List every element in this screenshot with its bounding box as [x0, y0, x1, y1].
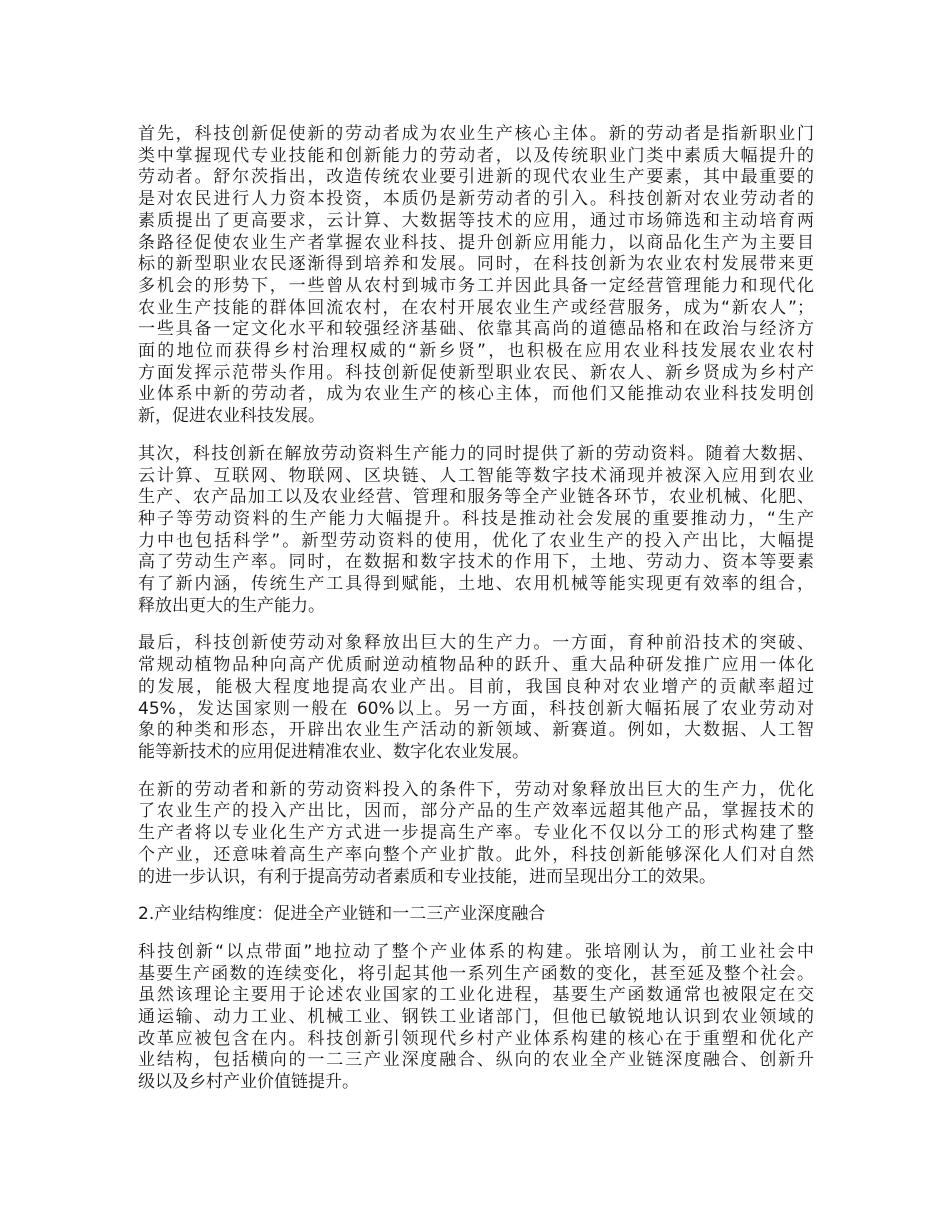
text-line: 力中也包括科学”。新型劳动资料的使用，优化了农业生产的投入产出比，大幅提	[138, 530, 814, 551]
text-line: 个产业，还意味着高生产率向整个产业扩散。此外，科技创新能够深化人们对自然	[138, 844, 814, 865]
text-line: 的进一步认识，有利于提高劳动者素质和专业技能，进而呈现出分工的效果。	[138, 866, 716, 887]
text-line: 改革应被包含在内。科技创新引领现代乡村产业体系构建的核心在于重塑和优化产	[138, 1028, 814, 1049]
text-line: 云计算、互联网、物联网、区块链、人工智能等数字技术涌现并被深入应用到农业	[138, 465, 814, 486]
text-line: 条路径促使农业生产者掌握农业科技、提升创新应用能力，以商品化生产为主要目	[138, 232, 814, 253]
text-line: 常规动植物品种向高产优质耐逆动植物品种的跃升、重大品种研发推广应用一体化	[138, 655, 814, 676]
text-line: 能等新技术的应用促进精准农业、数字化农业发展。	[138, 741, 529, 762]
text-line: 高了劳动生产率。同时，在数据和数字技术的作用下，土地、劳动力、资本等要素	[138, 552, 814, 573]
paragraph-specialization	[138, 780, 814, 889]
text-line: 生产、农产品加工以及农业经营、管理和服务等全产业链各环节，农业机械、化肥、	[138, 487, 814, 508]
paragraph-new-labor-materials	[138, 444, 814, 618]
text-line: 新，促进农业科技发展。	[138, 406, 325, 427]
text-line: 一些具备一定文化水平和较强经济基础、依靠其高尚的道德品格和在政治与经济方	[138, 319, 814, 340]
text-line: 首先，科技创新促使新的劳动者成为农业生产核心主体。新的劳动者是指新职业门	[138, 124, 814, 144]
text-line: 方面发挥示范带头作用。科技创新促使新型职业农民、新农人、新乡贤成为乡村产	[138, 362, 814, 383]
text-line: 素质提出了更高要求，云计算、大数据等技术的应用，通过市场筛选和主动培育两	[138, 210, 814, 231]
paragraph-labor-objects	[138, 633, 814, 763]
text-line: 有了新内涵，传统生产工具得到赋能，土地、农用机械等能实现更有效率的组合，	[138, 574, 814, 595]
text-line: 科技创新“以点带面”地拉动了整个产业体系的构建。张培刚认为，前工业社会中	[138, 941, 814, 962]
text-line: 级以及乡村产业价值链提升。	[138, 1072, 359, 1093]
text-line: 象的种类和形态，开辟出农业生产活动的新领域、新赛道。例如，大数据、人工智	[138, 720, 814, 741]
text-line: 在新的劳动者和新的劳动资料投入的条件下，劳动对象释放出巨大的生产力，优化	[138, 779, 814, 800]
text-line: 通运输、动力工业、机械工业、钢铁工业诸部门，但他已敏锐地认识到农业领域的	[138, 1007, 814, 1028]
text-line: 业体系中新的劳动者，成为农业生产的核心主体，而他们又能推动农业科技发明创	[138, 384, 814, 405]
paragraph-industrial-system	[138, 942, 814, 1094]
document-content	[138, 124, 814, 1110]
text-line: 最后，科技创新使劳动对象释放出巨大的生产力。一方面，育种前沿技术的突破、	[138, 633, 814, 654]
text-line: 虽然该理论主要用于论述农业国家的工业化进程，基要生产函数通常也被限定在交	[138, 985, 814, 1006]
text-line: 劳动者。舒尔茨指出，改造传统农业要引进新的现代农业生产要素，其中最重要的	[138, 167, 814, 188]
text-line: 基要生产函数的连续变化，将引起其他一系列生产函数的变化，甚至延及整个社会。	[138, 963, 814, 984]
text-line: 业结构，包括横向的一二三产业深度融合、纵向的农业全产业链深度融合、创新升	[138, 1050, 814, 1071]
text-line: 是对农民进行人力资本投资，本质仍是新劳动者的引入。科技创新对农业劳动者的	[138, 189, 814, 210]
text-line: 的发展，能极大程度地提高农业产出。目前，我国良种对农业增产的贡献率超过	[138, 676, 814, 697]
text-line: 其次，科技创新在解放劳动资料生产能力的同时提供了新的劳动资料。随着大数据、	[138, 443, 814, 464]
heading-industrial-structure	[138, 904, 814, 926]
text-line: 45%，发达国家则一般在 60%以上。另一方面，科技创新大幅拓展了农业劳动对	[138, 698, 814, 719]
text-line: 2.产业结构维度：促进全产业链和一二三产业深度融合	[138, 904, 546, 925]
paragraph-new-laborers	[138, 124, 814, 428]
text-line: 生产者将以专业化生产方式进一步提高生产率。专业化不仅以分工的形式构建了整	[138, 823, 814, 844]
text-line: 面的地位而获得乡村治理权威的“新乡贤”，也积极在应用农业科技发展农业农村	[138, 341, 814, 362]
text-line: 类中掌握现代专业技能和创新能力的劳动者，以及传统职业门类中素质大幅提升的	[138, 145, 814, 166]
text-line: 多机会的形势下，一些曾从农村到城市务工并因此具备一定经营管理能力和现代化	[138, 275, 814, 296]
text-line: 农业生产技能的群体回流农村，在农村开展农业生产或经营服务，成为“新农人”；	[138, 297, 814, 318]
text-line: 标的新型职业农民逐渐得到培养和发展。同时，在科技创新为农业农村发展带来更	[138, 254, 814, 275]
text-line: 种子等劳动资料的生产能力大幅提升。科技是推动社会发展的重要推动力，“生产	[138, 508, 814, 529]
text-line: 释放出更大的生产能力。	[138, 595, 325, 616]
text-line: 了农业生产的投入产出比，因而，部分产品的生产效率远超其他产品，掌握技术的	[138, 801, 814, 822]
